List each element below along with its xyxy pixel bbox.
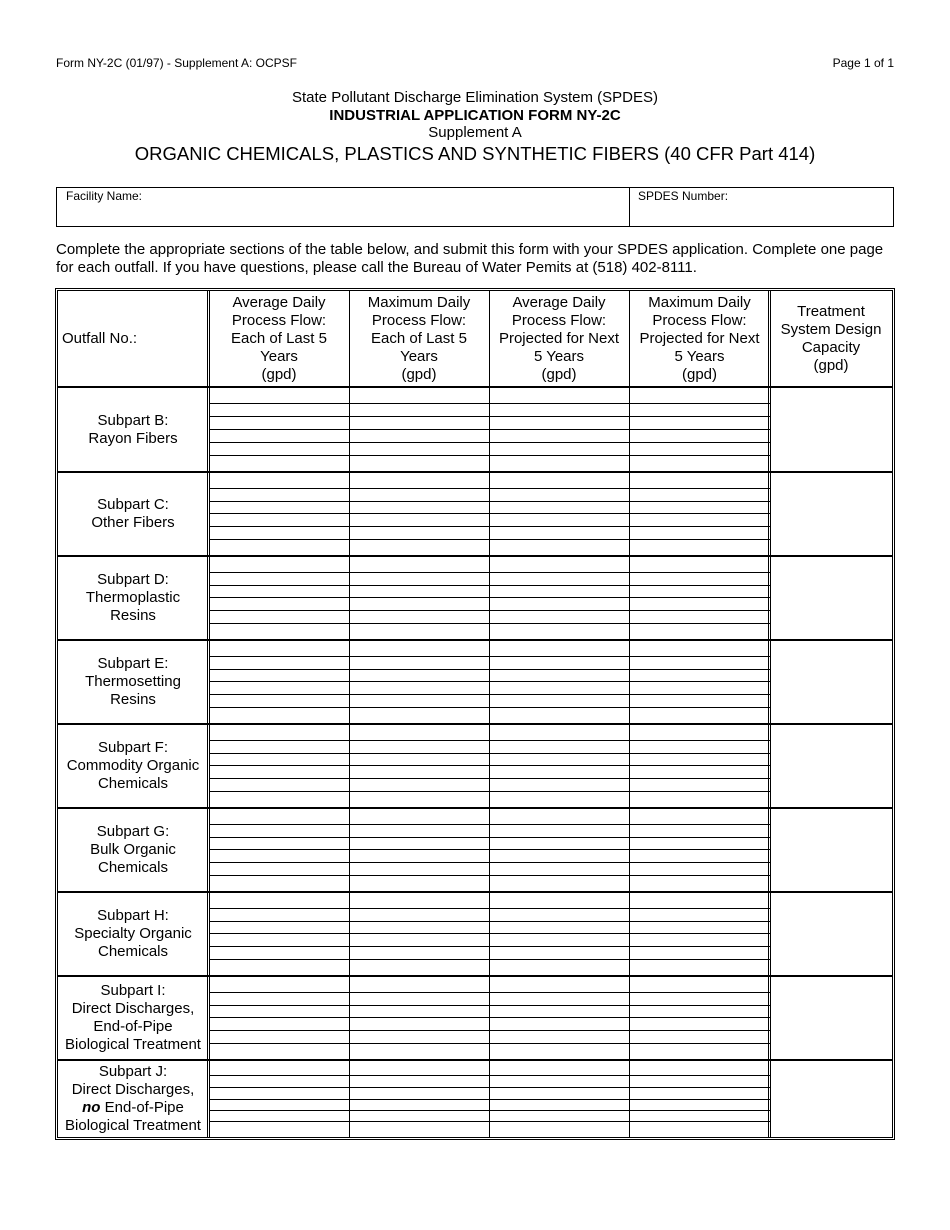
subpart-label-line: Chemicals: [97, 859, 169, 876]
table-header-row: [58, 291, 892, 388]
title-line-2: INDUSTRIAL APPLICATION FORM NY-2C: [329, 107, 621, 124]
header-outfall-no: [58, 291, 209, 386]
entry-line[interactable]: [209, 791, 770, 792]
flow-table: [55, 288, 895, 1140]
entry-line[interactable]: [209, 429, 770, 430]
column-header-line: System Design: [780, 320, 882, 338]
subpart-row-group: [58, 555, 892, 639]
column-header-2: [349, 291, 489, 386]
column-header-line: Projected for Next: [498, 329, 620, 347]
entry-line[interactable]: [209, 539, 770, 540]
subpart-label-line: Chemicals: [97, 943, 169, 960]
entry-line[interactable]: [209, 1030, 770, 1031]
entry-line[interactable]: [209, 946, 770, 947]
facility-box: [56, 187, 894, 227]
column-header-5: [770, 291, 892, 386]
subpart-label-line: Subpart I:: [100, 982, 166, 999]
column-header-line: (gpd): [541, 365, 577, 383]
entry-line[interactable]: [209, 403, 770, 404]
subpart-label-line: Direct Discharges,: [71, 1000, 195, 1017]
column-header-line: Each of Last 5: [371, 329, 467, 347]
subpart-label: [58, 725, 208, 807]
entry-line[interactable]: [209, 921, 770, 922]
entry-line[interactable]: [209, 959, 770, 960]
facility-name-field[interactable]: [57, 188, 630, 226]
subpart-label-line: End-of-Pipe: [93, 1018, 173, 1035]
subpart-row-group: [58, 807, 892, 891]
entry-line[interactable]: [209, 597, 770, 598]
entry-line[interactable]: [209, 862, 770, 863]
title-block: [0, 89, 950, 165]
subpart-label-line: Biological Treatment: [65, 1117, 201, 1134]
subpart-label-line: Subpart G:: [96, 823, 170, 840]
subpart-row-group: [58, 471, 892, 555]
column-header-line: Years: [260, 347, 298, 365]
column-header-line: 5 Years: [533, 347, 585, 365]
entry-line[interactable]: [209, 656, 770, 657]
entry-line[interactable]: [209, 501, 770, 502]
subpart-label-line: Commodity Organic: [66, 757, 200, 774]
entry-line[interactable]: [209, 753, 770, 754]
column-header-line: Process Flow:: [511, 311, 607, 329]
subpart-label: [58, 977, 208, 1059]
column-header-line: (gpd): [681, 365, 718, 383]
subpart-label-line: Resins: [110, 607, 156, 624]
entry-line[interactable]: [209, 875, 770, 876]
entry-line[interactable]: [209, 1110, 770, 1111]
subpart-label: [58, 1061, 208, 1137]
entry-line[interactable]: [209, 1121, 770, 1122]
subpart-label-line: Other Fibers: [91, 514, 175, 531]
page-number: Page 1 of 1: [832, 56, 894, 70]
column-header-line: Process Flow:: [231, 311, 327, 329]
column-header-line: Maximum Daily: [648, 293, 751, 311]
entry-line[interactable]: [209, 623, 770, 624]
column-header-line: 5 Years: [674, 347, 725, 365]
entry-line[interactable]: [209, 1075, 770, 1076]
entry-line[interactable]: [209, 513, 770, 514]
subpart-label-line: Subpart H:: [97, 907, 169, 924]
subpart-label-line: Subpart E:: [97, 655, 169, 672]
subpart-label-line: no End-of-Pipe: [82, 1099, 184, 1116]
entry-line[interactable]: [209, 778, 770, 779]
subpart-label-line: Direct Discharges,: [71, 1081, 195, 1098]
instructions: Complete the appropriate sections of the table below, and submit this form with your SPDES application. Complete one page for each outfall. If you have questions, please call the Bureau of Water Pemits at (518) 402-8111.: [56, 241, 884, 276]
entry-line[interactable]: [209, 1043, 770, 1044]
entry-line[interactable]: [209, 740, 770, 741]
subpart-label-line: Subpart C:: [97, 496, 169, 513]
entry-line[interactable]: [209, 1087, 770, 1088]
column-header-line: Years: [400, 347, 438, 365]
entry-line[interactable]: [209, 849, 770, 850]
subpart-label-line: Subpart B:: [97, 411, 169, 429]
entry-line[interactable]: [209, 488, 770, 489]
subpart-row-group: [58, 723, 892, 807]
column-header-line: Capacity: [801, 338, 861, 356]
entry-line[interactable]: [209, 442, 770, 443]
form-id: Form NY-2C (01/97) - Supplement A: OCPSF: [56, 56, 297, 70]
spdes-number-label: SPDES Number:: [638, 189, 729, 203]
entry-line[interactable]: [209, 585, 770, 586]
spdes-number-field[interactable]: [630, 188, 893, 226]
entry-line[interactable]: [209, 707, 770, 708]
column-header-4: [629, 291, 770, 386]
entry-line[interactable]: [209, 837, 770, 838]
emphasis-no: no: [82, 1099, 101, 1116]
subpart-label: [58, 893, 208, 975]
subpart-row-group: [58, 1059, 892, 1137]
column-header-1: [209, 291, 349, 386]
title-line-1: State Pollutant Discharge Elimination System (SPDES): [292, 89, 658, 106]
column-header-line: (gpd): [401, 365, 437, 383]
column-header-line: Outfall No.:: [62, 329, 138, 347]
subpart-label-line: Biological Treatment: [65, 1036, 201, 1053]
subpart-row-group: [58, 388, 892, 471]
subpart-label-line: Bulk Organic: [90, 841, 176, 858]
entry-line[interactable]: [209, 765, 770, 766]
entry-line[interactable]: [209, 681, 770, 682]
column-header-3: [489, 291, 629, 386]
subpart-label: [58, 641, 208, 723]
subpart-row-group: [58, 891, 892, 975]
entry-line[interactable]: [209, 526, 770, 527]
column-header-line: Treatment: [797, 302, 865, 320]
subpart-label-line: Thermosetting: [85, 673, 181, 690]
subpart-label-line: Thermoplastic: [85, 589, 181, 606]
column-header-line: (gpd): [261, 365, 297, 383]
entry-line[interactable]: [209, 416, 770, 417]
column-header-line: Average Daily: [232, 293, 326, 311]
subpart-label-line: Specialty Organic: [74, 925, 192, 942]
subpart-label: [58, 557, 208, 639]
entry-line[interactable]: [209, 1005, 770, 1006]
column-header-line: Process Flow:: [371, 311, 467, 329]
column-header-line: Projected for Next: [639, 329, 760, 347]
entry-line[interactable]: [209, 908, 770, 909]
subpart-label-line: Rayon Fibers: [88, 429, 178, 447]
subpart-label: [58, 809, 208, 891]
column-header-line: Average Daily: [512, 293, 606, 311]
subpart-label-line: Subpart F:: [97, 739, 169, 756]
entry-line[interactable]: [209, 992, 770, 993]
column-header-line: (gpd): [813, 356, 849, 374]
subpart-row-group: [58, 639, 892, 723]
column-header-line: Process Flow:: [652, 311, 747, 329]
subpart-label-line: Chemicals: [97, 775, 168, 792]
title-line-4: ORGANIC CHEMICALS, PLASTICS AND SYNTHETIC FIBERS (40 CFR Part 414): [134, 143, 816, 164]
facility-name-label: Facility Name:: [66, 189, 143, 203]
entry-line[interactable]: [209, 455, 770, 456]
entry-line[interactable]: [209, 933, 770, 934]
column-header-line: Each of Last 5: [231, 329, 327, 347]
subpart-label-line: Resins: [110, 691, 156, 708]
subpart-label: [58, 473, 208, 555]
column-header-line: Maximum Daily: [367, 293, 471, 311]
entry-line[interactable]: [209, 610, 770, 611]
entry-line[interactable]: [209, 1099, 770, 1100]
entry-line[interactable]: [209, 1017, 770, 1018]
subpart-label: [58, 388, 208, 471]
entry-line[interactable]: [209, 669, 770, 670]
entry-line[interactable]: [209, 572, 770, 573]
subpart-label-line: Subpart D:: [97, 571, 169, 588]
entry-line[interactable]: [209, 824, 770, 825]
title-line-3: Supplement A: [428, 124, 522, 141]
entry-line[interactable]: [209, 694, 770, 695]
subpart-label-line: Subpart J:: [98, 1063, 168, 1080]
subpart-row-group: [58, 975, 892, 1059]
